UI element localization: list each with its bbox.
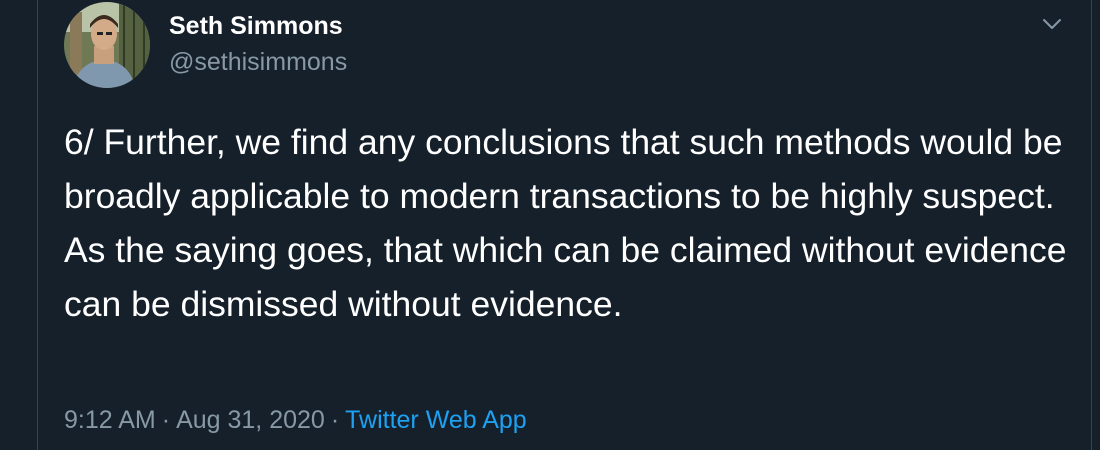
avatar-photo-icon — [64, 2, 150, 88]
tweet-text: 6/ Further, we find any conclusions that such methods would be broadly applicable to modern transactions to be highly suspect. As the saying goes, that which can be claimed without evidence can be dismissed without evidence. — [64, 122, 1067, 324]
chevron-down-icon — [1038, 12, 1066, 36]
tweet-date[interactable]: Aug 31, 2020 — [176, 406, 325, 434]
meta-separator: · — [161, 406, 171, 434]
timeline-border-right — [1091, 0, 1092, 450]
meta-separator: · — [330, 406, 340, 434]
tweet-time[interactable]: 9:12 AM — [64, 406, 156, 434]
tweet-metadata — [64, 406, 527, 435]
tweet-card — [38, 0, 1091, 450]
tweet-source-link[interactable]: Twitter Web App — [345, 406, 527, 434]
more-options-button[interactable] — [1038, 12, 1066, 36]
author-handle[interactable]: @sethisimmons — [169, 48, 348, 76]
author-name[interactable]: Seth Simmons — [169, 12, 343, 40]
avatar[interactable] — [64, 2, 150, 88]
